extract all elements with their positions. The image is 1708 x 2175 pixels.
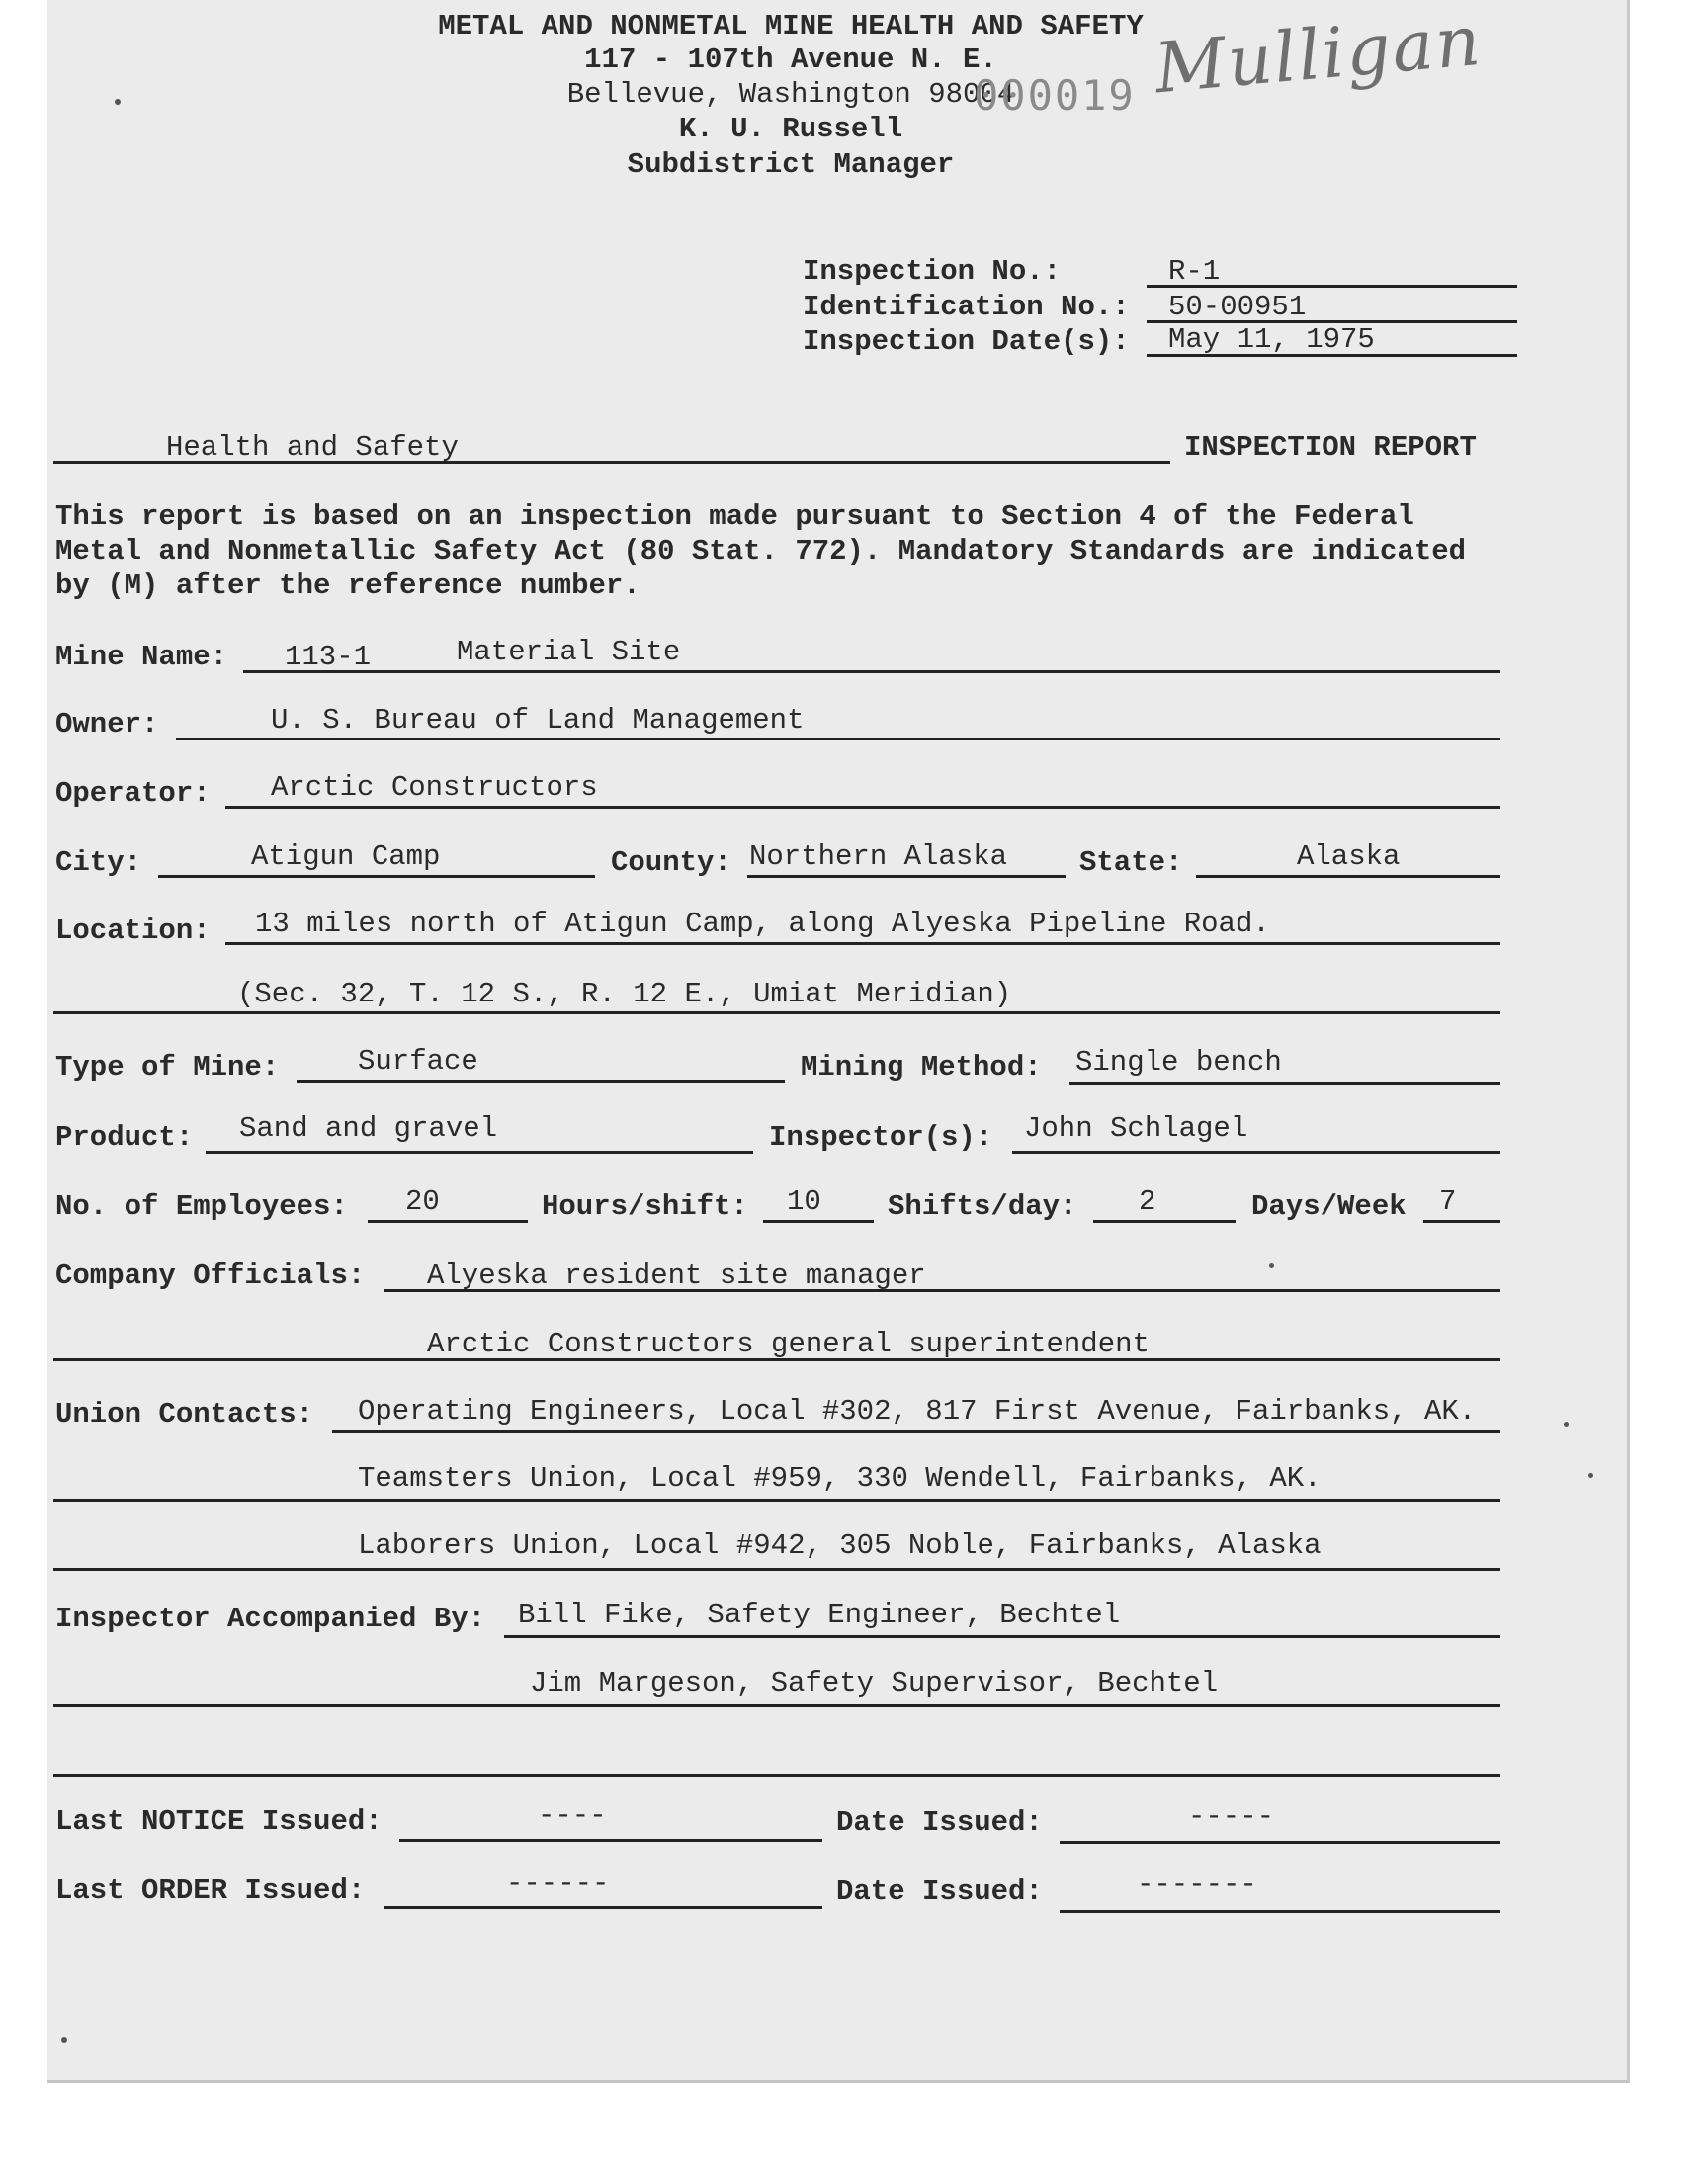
manager-title: Subdistrict Manager (627, 148, 955, 181)
hours-shift-value: 10 (787, 1185, 821, 1218)
location-line-1: 13 miles north of Atigun Camp, along Alyeska Pipeline Road. (255, 908, 1270, 940)
state-value: Alaska (1297, 840, 1401, 873)
intro-line-2: Metal and Nonmetallic Safety Act (80 Stat. 772). Mandatory Standards are indicated (55, 535, 1467, 567)
inspection-no-label: Inspection No.: (803, 255, 1062, 288)
accompanied-by-line-1: Bill Fike, Safety Engineer, Bechtel (518, 1599, 1121, 1631)
location-line-2: (Sec. 32, T. 12 S., R. 12 E., Umiat Meridian) (237, 978, 1012, 1010)
inspector-label: Inspector(s): (769, 1121, 993, 1154)
mining-method-value: Single bench (1075, 1046, 1282, 1079)
notice-date-line (1060, 1841, 1500, 1844)
accompanied-by-line-2: Jim Margeson, Safety Supervisor, Bechtel (530, 1667, 1219, 1699)
mine-name-line (243, 670, 1500, 673)
agency-heading: METAL AND NONMETAL MINE HEALTH AND SAFETY (438, 10, 1144, 43)
mine-name-number: 113-1 (285, 641, 372, 673)
location-line-1-rule (225, 942, 1500, 945)
intro-line-1: This report is based on an inspection made pursuant to Section 4 of the Federal (55, 500, 1414, 533)
handwritten-signature: Mulligan (1152, 0, 1486, 110)
state-line (1196, 875, 1500, 878)
identification-no-value: 50-00951 (1168, 291, 1307, 323)
shifts-day-value: 2 (1139, 1185, 1156, 1218)
operator-line (225, 806, 1500, 809)
last-notice-value: ---- (538, 1799, 607, 1832)
scan-speck (1564, 1422, 1569, 1427)
report-type-line (53, 461, 1170, 464)
last-order-line (384, 1906, 822, 1909)
hours-shift-line (763, 1220, 874, 1223)
type-of-mine-line (297, 1080, 785, 1083)
inspection-no-value: R-1 (1168, 255, 1221, 288)
order-date-label: Date Issued: (836, 1875, 1043, 1908)
order-date-value: ------- (1137, 1869, 1257, 1901)
last-notice-label: Last NOTICE Issued: (55, 1805, 383, 1838)
state-label: State: (1079, 846, 1183, 879)
type-of-mine-label: Type of Mine: (55, 1051, 280, 1084)
shifts-day-label: Shifts/day: (888, 1190, 1077, 1223)
days-week-line (1423, 1220, 1500, 1223)
identification-no-label: Identification No.: (803, 291, 1130, 323)
mine-name-label: Mine Name: (55, 641, 228, 673)
employees-value: 20 (405, 1185, 440, 1218)
city-line (158, 875, 595, 878)
report-type: Health and Safety (166, 431, 459, 464)
mining-method-line (1069, 1082, 1500, 1085)
inspection-date-line (1147, 354, 1517, 357)
shifts-day-line (1093, 1220, 1236, 1223)
employees-label: No. of Employees: (55, 1190, 348, 1223)
last-order-value: ------ (506, 1868, 610, 1900)
location-label: Location: (55, 914, 211, 947)
inspection-date-value: May 11, 1975 (1168, 323, 1375, 356)
scan-speck (61, 2037, 67, 2043)
operator-value: Arctic Constructors (271, 771, 598, 804)
county-label: County: (611, 846, 731, 879)
accompanied-by-label: Inspector Accompanied By: (55, 1603, 486, 1635)
employees-line (368, 1220, 528, 1223)
city-label: City: (55, 846, 142, 879)
notice-date-label: Date Issued: (836, 1806, 1043, 1839)
accompanied-by-line-2-rule (53, 1704, 1500, 1707)
location-line-2-rule (53, 1011, 1500, 1014)
type-of-mine-value: Surface (358, 1045, 478, 1078)
union-contact-line-2-rule (53, 1499, 1500, 1502)
owner-value: U. S. Bureau of Land Management (271, 704, 805, 737)
product-label: Product: (55, 1121, 194, 1154)
company-officials-label: Company Officials: (55, 1260, 366, 1292)
city-value: Atigun Camp (251, 840, 441, 873)
owner-line (176, 738, 1500, 740)
county-line (747, 875, 1066, 878)
days-week-label: Days/Week (1251, 1190, 1407, 1223)
report-title: INSPECTION REPORT (1184, 431, 1477, 464)
accompanied-by-line-1-rule (504, 1635, 1500, 1638)
union-contact-line-3-rule (53, 1568, 1500, 1571)
union-contact-line-2: Teamsters Union, Local #959, 330 Wendell, Fairbanks, AK. (358, 1462, 1322, 1495)
intro-line-3: by (M) after the reference number. (55, 569, 640, 602)
agency-city: Bellevue, Washington 98004 (566, 78, 1015, 111)
agency-address: 117 - 107th Avenue N. E. (584, 44, 997, 76)
last-notice-line (399, 1839, 822, 1842)
county-value: Northern Alaska (749, 840, 1008, 873)
hours-shift-label: Hours/shift: (542, 1190, 748, 1223)
union-contact-line-3: Laborers Union, Local #942, 305 Noble, Fairbanks, Alaska (358, 1529, 1322, 1562)
scan-speck (1588, 1473, 1593, 1478)
product-value: Sand and gravel (239, 1112, 498, 1145)
product-line (206, 1151, 753, 1154)
order-date-line (1060, 1910, 1500, 1913)
union-contact-line-1-rule (332, 1430, 1500, 1433)
owner-label: Owner: (55, 708, 159, 740)
inspection-no-line (1147, 285, 1517, 288)
operator-label: Operator: (55, 777, 211, 810)
company-officials-line-1-rule (384, 1289, 1500, 1292)
scan-speck (1269, 1263, 1274, 1268)
inspector-line (1012, 1151, 1500, 1154)
inspector-value: John Schlagel (1024, 1112, 1248, 1145)
notice-date-value: ----- (1188, 1800, 1275, 1833)
union-contact-line-1: Operating Engineers, Local #302, 817 First Avenue, Fairbanks, AK. (358, 1395, 1477, 1428)
company-officials-line-2: Arctic Constructors general superintendent (427, 1328, 1150, 1360)
manager-name: K. U. Russell (678, 113, 903, 145)
company-officials-line-1: Alyeska resident site manager (427, 1260, 926, 1292)
mine-name-value: Material Site (457, 636, 681, 668)
blank-line (53, 1774, 1500, 1777)
inspection-date-label: Inspection Date(s): (803, 325, 1130, 358)
stamp-number: 000019 (974, 71, 1136, 120)
days-week-value: 7 (1439, 1185, 1457, 1218)
company-officials-line-2-rule (53, 1358, 1500, 1361)
union-contacts-label: Union Contacts: (55, 1398, 314, 1431)
scan-speck (115, 99, 121, 105)
last-order-label: Last ORDER Issued: (55, 1874, 366, 1907)
mining-method-label: Mining Method: (801, 1051, 1042, 1084)
